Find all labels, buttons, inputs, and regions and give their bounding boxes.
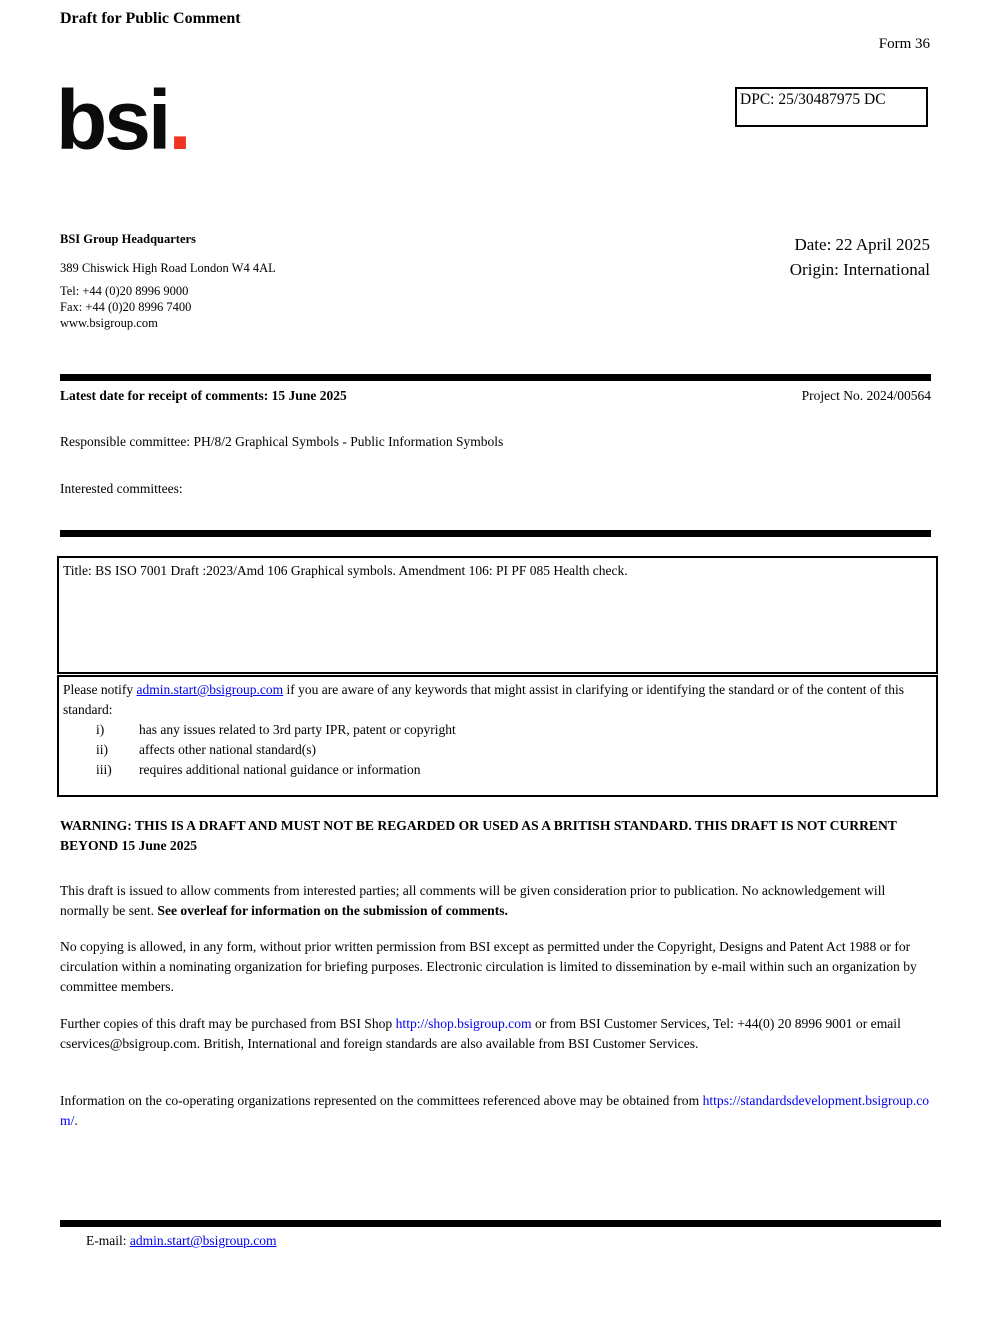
further-copies-before: Further copies of this draft may be purchased from BSI Shop [60, 1016, 396, 1031]
bsi-logo [56, 74, 189, 166]
draft-for-public-comment-heading: Draft for Public Comment [60, 10, 241, 27]
admin-email-link[interactable]: admin.start@bsigroup.com [136, 682, 284, 697]
footer-email-label: E-mail: [86, 1233, 130, 1248]
list-item-numeral: i) [96, 722, 105, 737]
divider-rule-top [60, 374, 931, 381]
divider-rule-middle [60, 530, 931, 537]
copyright-paragraph: No copying is allowed, in any form, without prior written permission from BSI except as permitted under the Copyright, Designs and Patent Act 1988 or for circulation within a nominating organization for briefing purposes. Electronic circulation is limited to dissemination by e-mail within such an organization by committee members. [60, 939, 917, 994]
footer-email-link[interactable]: admin.start@bsigroup.com [129, 1233, 277, 1248]
hq-tel: Tel: +44 (0)20 8996 9000 [60, 284, 189, 298]
origin-line: Origin: International [789, 260, 930, 279]
hq-website: www.bsigroup.com [60, 316, 158, 330]
bsi-logo-red-dot: . [168, 73, 189, 167]
cooperating-orgs-before: Information on the co-operating organizations represented on the committees referenced above may be obtained from [60, 1093, 703, 1108]
notify-intro-before: Please notify [63, 682, 137, 697]
date-line: Date: 22 April 2025 [794, 235, 930, 254]
comments-paragraph-normal: This draft is issued to allow comments from interested parties; all comments will be given consideration prior to publication. No acknowledgement will normally be sent. [60, 883, 886, 918]
contact-block [60, 231, 276, 331]
project-number: Project No. 2024/00564 [801, 388, 931, 403]
dpc-number: DPC: 25/30487975 DC [740, 91, 886, 108]
comments-paragraph [60, 881, 932, 921]
list-item-text: affects other national standard(s) [139, 742, 317, 757]
title-box [57, 556, 938, 674]
latest-date-row [60, 388, 931, 404]
notify-intro [63, 680, 932, 720]
warning-paragraph: WARNING: THIS IS A DRAFT AND MUST NOT BE REGARDED OR USED AS A BRITISH STANDARD. THIS DRAFT IS NOT CURRENT BEYOND 15 June 2025 [60, 818, 897, 853]
list-item-numeral: iii) [96, 762, 112, 777]
footer-email-line [86, 1233, 277, 1249]
further-copies-paragraph [60, 1014, 932, 1054]
form-number: Form 36 [878, 36, 930, 52]
standard-title: Title: BS ISO 7001 Draft :2023/Amd 106 Graphical symbols. Amendment 106: PI PF 085 Health check. [63, 563, 628, 578]
keyword-notify-box [57, 675, 938, 797]
bsi-logo-text: bsi [56, 73, 169, 167]
hq-fax: Fax: +44 (0)20 8996 7400 [60, 300, 192, 314]
divider-rule-bottom [60, 1220, 941, 1227]
list-item [63, 720, 932, 740]
cooperating-orgs-paragraph [60, 1091, 932, 1131]
list-item-text: requires additional national guidance or information [139, 762, 421, 777]
list-item [63, 740, 932, 760]
list-item [63, 760, 932, 780]
cooperating-orgs-after: . [74, 1113, 78, 1128]
hq-title: BSI Group Headquarters [60, 232, 196, 246]
hq-address: 389 Chiswick High Road London W4 4AL [60, 261, 276, 275]
comments-paragraph-bold: See overleaf for information on the submission of comments. [157, 903, 508, 918]
dpc-number-box [735, 87, 928, 127]
notify-intro-after: if you are aware of any keywords that might assist in clarifying or identifying the standard or of the content of this standard: [63, 682, 905, 717]
interested-committees-line: Interested committees: [60, 481, 183, 496]
latest-date-label: Latest date for receipt of comments: 15 June 2025 [60, 388, 347, 403]
further-copies-after: or from BSI Customer Services, Tel: +44(0) 20 8996 9001 or email cservices@bsigroup.com. British, International and foreign standards are also available from BSI Customer Services. [60, 1016, 901, 1051]
responsible-committee-line: Responsible committee: PH/8/2 Graphical Symbols - Public Information Symbols [60, 434, 504, 449]
bsi-shop-link[interactable]: http://shop.bsigroup.com [395, 1016, 532, 1031]
list-item-numeral: ii) [96, 742, 108, 757]
date-origin-block [790, 232, 930, 282]
standards-development-link[interactable]: https://standardsdevelopment.bsigroup.com/ [60, 1093, 930, 1128]
list-item-text: has any issues related to 3rd party IPR, patent or copyright [139, 722, 456, 737]
